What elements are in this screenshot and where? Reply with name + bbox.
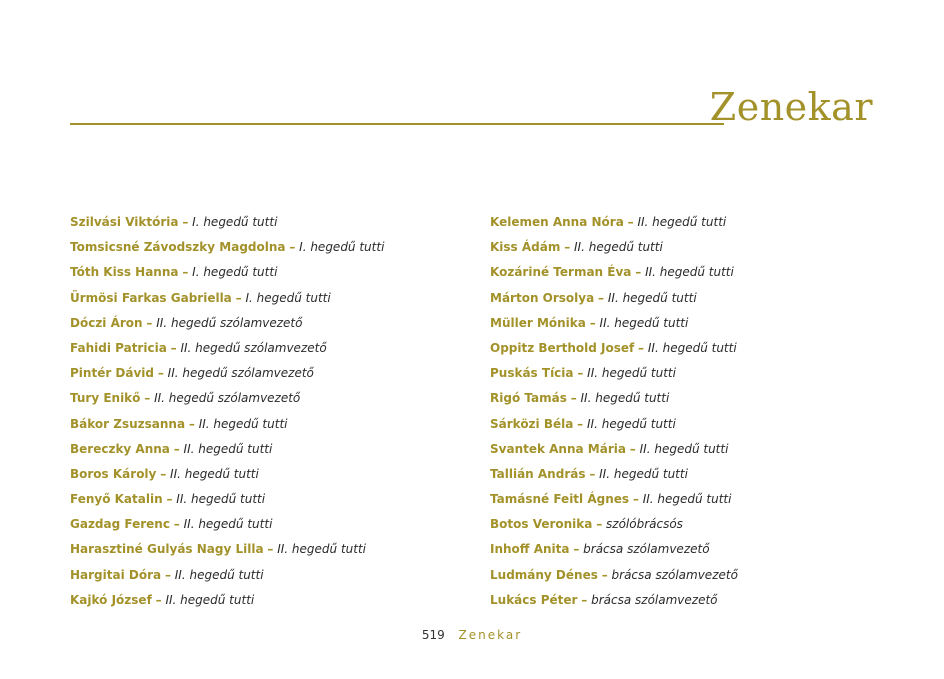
musician-role: II. hegedű tutti [599, 315, 689, 330]
page-footer [0, 628, 944, 642]
entry-separator: – [188, 416, 195, 431]
page-title: Zenekar [709, 85, 873, 129]
entry-separator: – [577, 416, 584, 431]
musician-name: Tomsicsné Závodszky Magdolna [70, 240, 286, 255]
musician-role: II. hegedű tutti [277, 542, 367, 557]
musician-role: II. hegedű tutti [599, 466, 688, 481]
entry-separator: – [289, 240, 296, 255]
entry-separator: – [166, 492, 173, 507]
musician-role: brácsa szólamvezető [611, 567, 738, 582]
entry-separator: – [570, 391, 577, 406]
musician-name: Kelemen Anna Nóra [490, 215, 624, 229]
roster-entry [490, 363, 890, 388]
roster-entry [70, 363, 470, 388]
musician-role: brácsa szólamvezető [583, 542, 710, 557]
musician-role: szólóbrácsós [606, 517, 683, 532]
left-column [70, 212, 470, 615]
roster-entry [70, 439, 470, 464]
musician-name: Inhoff Anita [490, 542, 570, 557]
musician-name: Fenyő Katalin [70, 492, 163, 507]
roster-entry [70, 590, 470, 615]
musician-name: Fahidi Patricia [70, 340, 167, 355]
musician-name: Sárközi Béla [490, 416, 574, 431]
roster-entry [490, 539, 890, 564]
roster-entry [490, 514, 890, 539]
musician-name: Ludmány Dénes [490, 567, 598, 582]
entry-separator: – [564, 240, 571, 255]
entry-separator: – [182, 215, 189, 229]
roster-entry [70, 489, 470, 514]
musician-name: Tallián András [490, 466, 586, 481]
musician-role: II. hegedű tutti [174, 567, 264, 582]
roster-entry [490, 590, 890, 615]
musician-name: Ürmösi Farkas Gabriella [70, 290, 232, 305]
musician-name: Rigó Tamás [490, 391, 567, 406]
roster-entry [70, 514, 470, 539]
musician-role: I. hegedű tutti [299, 240, 385, 255]
musician-role: II. hegedű tutti [170, 466, 259, 481]
roster-entry [70, 338, 470, 363]
entry-separator: – [164, 567, 171, 582]
roster-entry [70, 212, 470, 237]
musician-name: Pintér Dávid [70, 366, 155, 381]
page-number: 519 [421, 628, 445, 642]
roster-entry [70, 414, 470, 439]
entry-separator: – [170, 340, 177, 355]
musician-name: Puskás Tícia [490, 366, 574, 381]
musician-name: Botos Veronika [490, 517, 593, 532]
entry-separator: – [581, 592, 588, 607]
roster-entry [490, 237, 890, 262]
roster-entry [490, 489, 890, 514]
musician-name: Harasztiné Gulyás Nagy Lilla [70, 542, 264, 557]
musician-role: brácsa szólamvezető [591, 592, 718, 607]
entry-separator: – [589, 466, 596, 481]
musician-role: II. hegedű tutti [647, 340, 737, 355]
musician-role: II. hegedű szólamvezető [154, 391, 301, 406]
musician-name: Tamásné Feitl Ágnes [490, 492, 630, 507]
entry-separator: – [267, 542, 274, 557]
entry-separator: – [173, 517, 180, 532]
musician-role: I. hegedű tutti [192, 265, 278, 280]
musician-name: Lukács Péter [490, 592, 578, 607]
roster-entry [490, 439, 890, 464]
entry-separator: – [146, 315, 153, 330]
entry-separator: – [235, 290, 242, 305]
musician-name: Kiss Ádám [490, 240, 561, 255]
musician-name: Oppitz Berthold Josef [490, 340, 635, 355]
entry-separator: – [635, 265, 642, 280]
entry-separator: – [155, 592, 162, 607]
footer-section-title: Zenekar [458, 628, 523, 642]
roster-entry [490, 414, 890, 439]
roster-entry [490, 262, 890, 287]
roster-entry [490, 464, 890, 489]
musician-role: II. hegedű tutti [639, 441, 729, 456]
musician-role: II. hegedű tutti [637, 215, 727, 229]
musician-role: II. hegedű tutti [587, 366, 676, 381]
musician-role: II. hegedű tutti [587, 416, 676, 431]
entry-separator: – [598, 290, 605, 305]
roster-entry [490, 388, 890, 413]
entry-separator: – [589, 315, 596, 330]
musician-name: Bákor Zsuzsanna [70, 416, 186, 431]
musician-role: II. hegedű tutti [645, 265, 734, 280]
musician-role: I. hegedű tutti [245, 290, 331, 305]
roster-entry [490, 212, 890, 237]
roster-entry [70, 288, 470, 313]
roster-entry [490, 288, 890, 313]
musician-name: Dóczi Áron [70, 315, 143, 330]
musician-role: II. hegedű tutti [642, 492, 732, 507]
musician-name: Svantek Anna Mária [490, 441, 626, 456]
roster-entry [70, 388, 470, 413]
musician-role: II. hegedű tutti [607, 290, 697, 305]
musician-name: Bereczky Anna [70, 441, 170, 456]
roster-entry [70, 313, 470, 338]
musician-role: II. hegedű szólamvezető [156, 315, 303, 330]
musician-name: Kajkó József [70, 592, 152, 607]
right-column [490, 212, 890, 615]
musician-name: Tóth Kiss Hanna [70, 265, 179, 280]
entry-separator: – [182, 265, 189, 280]
musician-role: I. hegedű tutti [192, 215, 278, 229]
musician-name: Hargitai Dóra [70, 567, 162, 582]
entry-separator: – [632, 492, 639, 507]
musician-role: II. hegedű tutti [183, 517, 273, 532]
musician-role: II. hegedű tutti [574, 240, 663, 255]
entry-separator: – [577, 366, 584, 381]
roster-entry [70, 539, 470, 564]
musician-role: II. hegedű tutti [183, 441, 273, 456]
entry-separator: – [596, 517, 603, 532]
musician-role: II. hegedű tutti [165, 592, 255, 607]
musician-role: II. hegedű tutti [580, 391, 670, 406]
header-rule [70, 123, 724, 125]
roster-entry [490, 338, 890, 363]
entry-separator: – [173, 441, 180, 456]
roster-entry [70, 262, 470, 287]
musician-role: II. hegedű tutti [198, 416, 288, 431]
entry-separator: – [627, 215, 634, 229]
entry-separator: – [638, 340, 645, 355]
entry-separator: – [157, 366, 164, 381]
roster-entry [490, 313, 890, 338]
roster-entry [70, 464, 470, 489]
entry-separator: – [629, 441, 636, 456]
roster-entry [70, 565, 470, 590]
entry-separator: – [573, 542, 580, 557]
roster-entry [70, 237, 470, 262]
musician-role: II. hegedű tutti [176, 492, 266, 507]
entry-separator: – [601, 567, 608, 582]
musician-name: Müller Mónika [490, 315, 586, 330]
musician-name: Tury Enikő [70, 391, 141, 406]
roster-entry [490, 565, 890, 590]
musician-name: Márton Orsolya [490, 290, 595, 305]
musician-role: II. hegedű szólamvezető [167, 366, 314, 381]
musician-role: II. hegedű szólamvezető [180, 340, 327, 355]
musician-name: Szilvási Viktória [70, 215, 179, 229]
entry-separator: – [160, 466, 167, 481]
musician-name: Boros Károly [70, 466, 157, 481]
musician-name: Gazdag Ferenc [70, 517, 170, 532]
entry-separator: – [144, 391, 151, 406]
musician-name: Kozáriné Terman Éva [490, 265, 632, 280]
